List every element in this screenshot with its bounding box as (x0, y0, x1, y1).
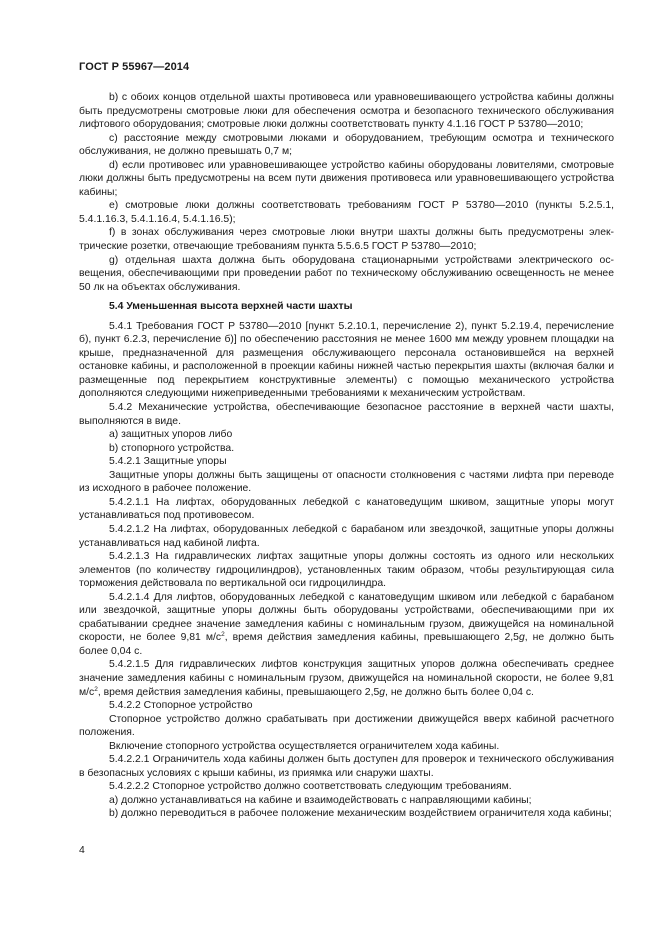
superscript: 2 (221, 631, 225, 639)
paragraph-5-4-2-2-body: Стопорное устройство должно срабатывать при достижении движущейся вверх кабиной расчетного положения. (79, 713, 614, 739)
list-item-f: f) в зонах обслуживания через смотровые люки внутри шахты должны быть предусмотрены электрические розетки, отвечающие требованиям пункта 5.5.6.5 ГОСТ Р 53780—2010; (79, 227, 614, 253)
list-item-e: e) смотровые люки должны соответствовать требованиям ГОСТ Р 53780—2010 (пункты 5.2.5.1, 5.4.1.16.3, 5.4.1.16.4, 5.4.1.16.5); (79, 200, 614, 225)
list-item-5-4-2-b: b) стопорного устройства. (109, 442, 235, 454)
italic-symbol: g (518, 632, 525, 644)
text-segment: , время действия замедления кабины, превышающего 2,5 (97, 686, 380, 698)
text-segment: 5.4.2.1.4 Для лифтов, оборудованных лебедкой с канатоведущим шкивом или лебедкой с барабаном или звездочкой, защитные упоры должны быть оборудованы устройствами, обеспечивающими при их срабатывании среднее значение замедления кабины с номинальным грузом, движущейся на номинальной скорости, не более 9,81 м/с (79, 591, 614, 644)
paragraph-5-4-2-1-body: Защитные упоры должны быть защищены от опасности столкновения с частями лифта при переводе из исходного в рабочее положение. (79, 469, 614, 495)
paragraph-5-4-2-1-4 (79, 591, 614, 659)
paragraph-5-4-2-1-5 (79, 658, 614, 699)
subheading-5-4-2-2: 5.4.2.2 Стопорное устройство (109, 700, 253, 712)
list-item-c: c) расстояние между смотровыми люками и оборудованием, требующим осмотра и технического обслуживания, не должно превышать 0,7 м; (79, 132, 614, 158)
text-segment: , не должно быть более 0,04 с. (385, 686, 534, 698)
list-item-d: d) если противовес или уравновешивающее устройство кабины оборудованы ловителями, смотровые люки должны быть предусмотрены на всем пути движения противовеса или уравновешивающего устройства кабины; (79, 159, 614, 198)
section-heading: 5.4 Уменьшенная высота верхней части шахты (109, 301, 353, 313)
paragraph-5-4-2: 5.4.2 Механические устройства, обеспечивающие безопасное расстояние в верхней части шахты, выполняются в виде. (79, 402, 614, 427)
paragraph-5-4-2-1-3: 5.4.2.1.3 На гидравлических лифтах защитные упоры должны состоять из одного или нескольких элементов (по количеству гидроцилиндров), установленных таким образом, чтобы результирующая сила торможения действовала по вертикальной оси гидроцилиндра. (79, 551, 614, 590)
page-number: 4 (79, 845, 85, 856)
list-item-5-4-2-a: a) защитных упоров либо (109, 429, 233, 441)
subheading-5-4-2-1: 5.4.2.1 Защитные упоры (109, 456, 227, 468)
list-item-5-4-2-2-2-b: b) должно переводиться в рабочее положение механическим воздействием ограничителя хода кабины; (109, 808, 612, 820)
list-item-g: g) отдельная шахта должна быть оборудована стационарными устройствами электрического освещения, обеспечивающими при проведении работ по техническому обслуживанию освещенность не менее 50 лк на объектах обслуживания. (79, 254, 614, 293)
document-body (79, 91, 614, 821)
paragraph-5-4-2-2-2: 5.4.2.2.2 Стопорное устройство должно соответствовать следующим требованиям. (109, 781, 512, 793)
page-header-standard-id: ГОСТ Р 55967—2014 (79, 61, 190, 73)
text-segment: 5.4.2.1.5 Для гидравлических лифтов конструкция защитных упоров должна обеспечивать среднее значение замедления кабины с номинальным грузом, движущейся на номинальной скорости, не более 9,81 м/с (79, 659, 614, 698)
italic-symbol: g (379, 686, 386, 698)
list-item-b: b) с обоих концов отдельной шахты противовеса или уравновешивающего устройства кабины должны быть предусмотрены смотровые люки для обеспечения осмотра и безопасного технического обслуживания лифтового оборудования; смотровые люки должны соответствовать пункту 4.1.16 ГОСТ Р 53780—2010; (79, 92, 614, 131)
paragraph-5-4-2-1-2: 5.4.2.1.2 На лифтах, оборудованных лебедкой с барабаном или звездочкой, защитные упоры должны устанавливаться над кабиной лифта. (79, 523, 614, 549)
paragraph-5-4-2-1-1: 5.4.2.1.1 На лифтах, оборудованных лебедкой с канатоведущим шкивом, защитные упоры могут устанавливаться под противовесом. (79, 496, 614, 522)
paragraph-5-4-1: 5.4.1 Требования ГОСТ Р 53780—2010 [пункт 5.2.10.1, перечисление 2), пункт 5.2.19.4, перечисление б), пункт 6.2.3, перечисление б)] по обеспечению расстояния не менее 1600 мм между уровнем площадки на крыше, предназначенной для размещения обслуживающего персонала остановившейся на верхней остановке кабины, и расположенной в проекции кабины нижней частью перекрытия шахты (включая балки и размещенные под перекрытием конструктивные элементы) с помощью механического устройства дополняются следующими нижеприведенными требованиями к механическим устройствам. (79, 320, 614, 400)
superscript: 2 (94, 685, 98, 693)
list-item-5-4-2-2-2-a: a) должно устанавливаться на кабине и взаимодействовать с направляющими кабины; (109, 794, 532, 806)
text-segment: , не должно быть более 0,04 с. (79, 632, 614, 657)
paragraph-5-4-2-2-body2: Включение стопорного устройства осуществляется ограничителем хода кабины. (109, 740, 500, 752)
paragraph-5-4-2-2-1: 5.4.2.2.1 Ограничитель хода кабины должен быть доступен для проверок и технического обслуживания в безопасных условиях с крыши кабины, из приямка или снаружи шахты. (79, 754, 614, 779)
text-segment: , время действия замедления кабины, превышающего 2,5 (224, 632, 519, 644)
